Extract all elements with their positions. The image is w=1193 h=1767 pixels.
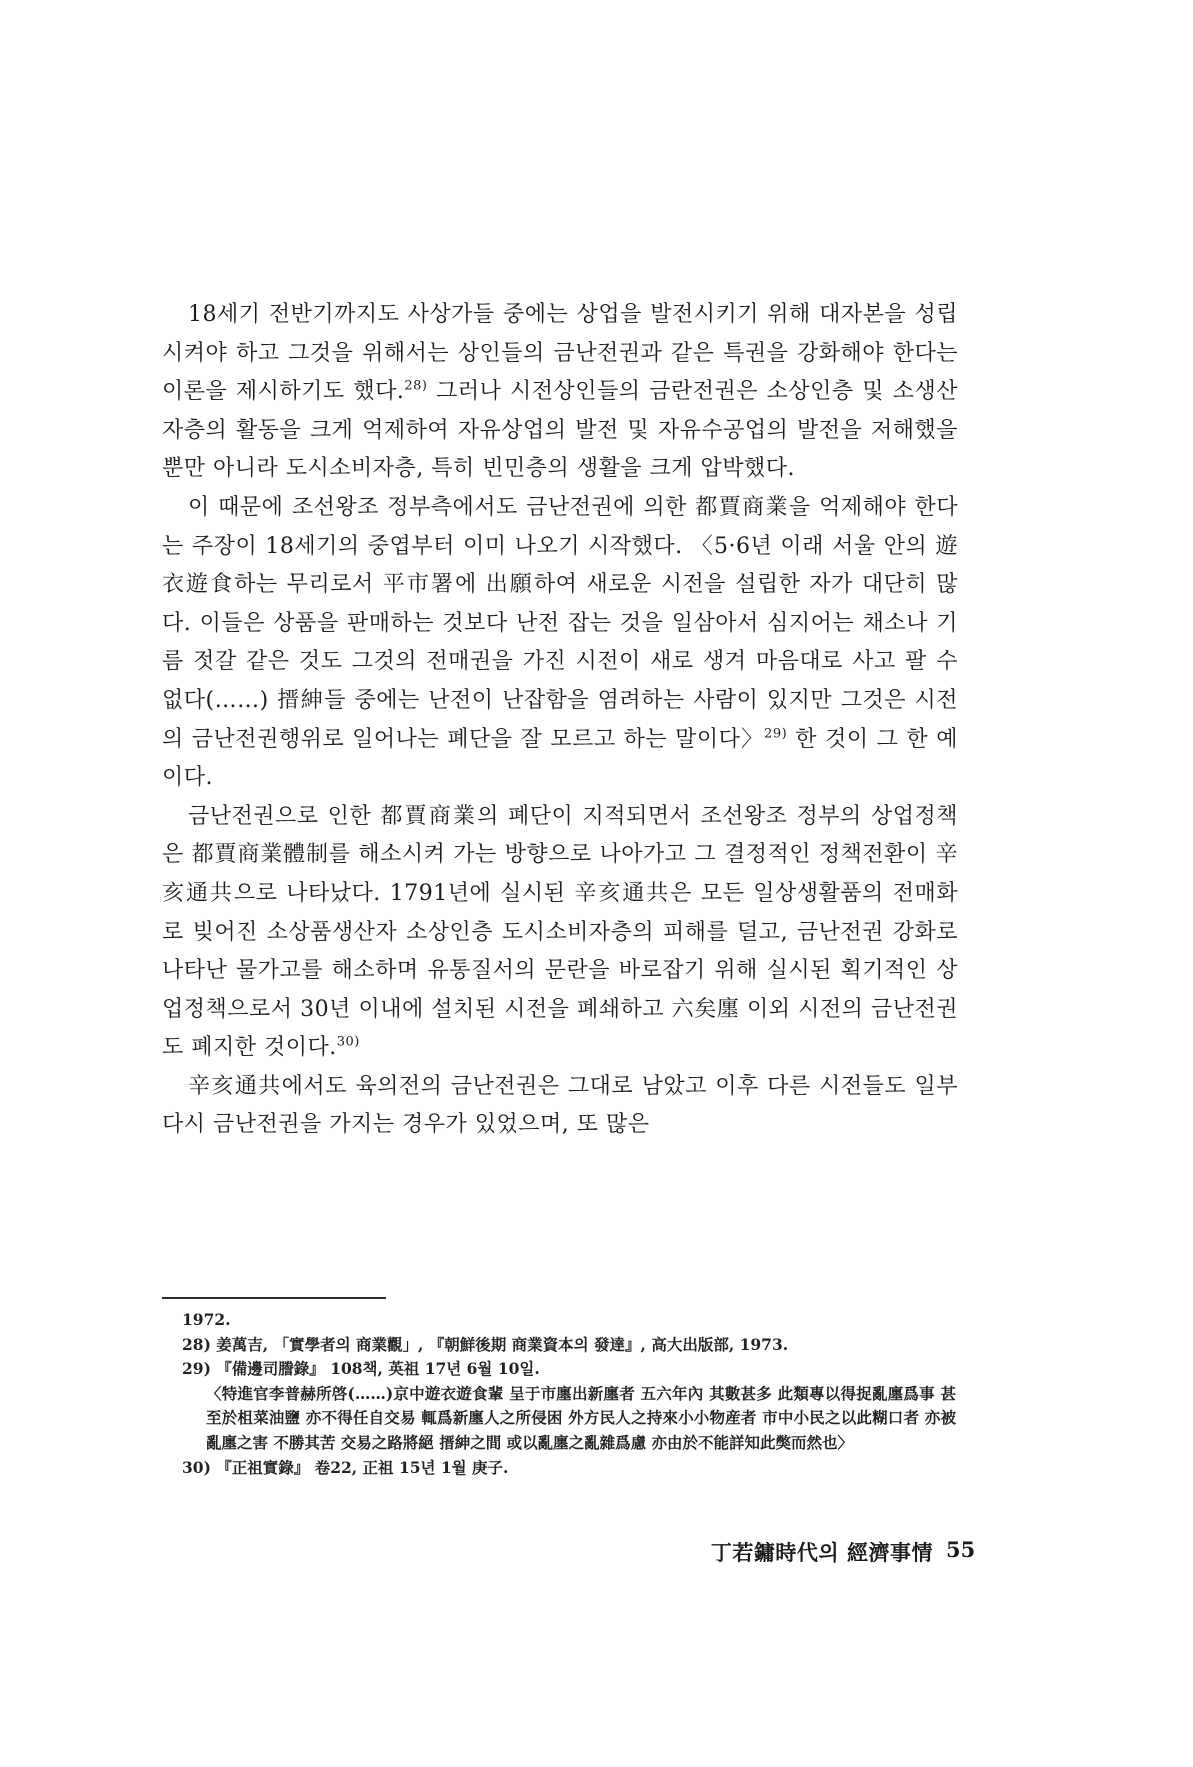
paragraph-1-text: 18세기 전반기까지도 사상가들 중에는 상업을 발전시키기 위해 대자본을 성립시켜야 하고 그것을 위해서는 상인들의 금난전권과 같은 특권을 강화해야 한다는 이론을 제시하기도 했다. bbox=[162, 302, 958, 405]
footnote-divider bbox=[162, 1297, 386, 1299]
paragraph-1 bbox=[162, 296, 958, 489]
running-footer-title: 丁若鏞時代의 經濟事情 bbox=[710, 1540, 933, 1565]
paragraph-2-text: 이 때문에 조선왕조 정부측에서도 금난전권에 의한 都賈商業을 억제해야 한다는 주장이 18세기의 중엽부터 이미 나오기 시작했다. 〈5·6년 이래 서울 안의 遊衣遊食하는 무리로서 平市署에 出願하여 새로운 시전을 설립한 자가 대단히 많다. 이들은 상품을 판매하는 것보다 난전 잡는 것을 일삼아서 심지어는 채소나 기름 젓갈 같은 것도 그것의 전매권을 가진 시전이 새로 생겨 마음대로 사고 팔 수 없다(……) 搢紳들 중에는 난전이 난잡함을 염려하는 사람이 있지만 그것은 시전의 금난전권행위로 일어나는 폐단을 잘 모르고 하는 말이다〉 bbox=[162, 494, 959, 752]
paragraph-3 bbox=[162, 798, 958, 1068]
paragraph-2 bbox=[162, 489, 958, 798]
paragraph-4-text: 辛亥通共에서도 육의전의 금난전권은 그대로 남았고 이후 다른 시전들도 일부 다시 금난전권을 가지는 경우가 있었으며, 또 많은 bbox=[162, 1073, 958, 1138]
paragraph-4 bbox=[162, 1068, 958, 1145]
footnote-29: 29) 『備邊司謄錄』 108책, 英祖 17년 6월 10일. bbox=[182, 1359, 540, 1379]
footnote-ref-28: 28) bbox=[404, 378, 428, 394]
footnote-29-quote: 〈特進官李普赫所啓(……)京中遊衣遊食輩 呈于市廛出新廛者 五六年內 其數甚多 此類專以得捉亂廛爲事 甚至於柤菜油鹽 亦不得任自交易 輒爲新廛人之所侵困 外方民人之持來小小物産者 市中小民之以此糊口者 亦被亂廛之害 不勝其苦 交易之路將絕 搢紳之間 或以亂廛之亂雜爲慮 亦由於不能詳知此獘而然也〉 bbox=[206, 1383, 956, 1452]
paragraph-2-tail: 한 것이 그 한 예이다. bbox=[162, 726, 958, 791]
paragraph-3-text: 금난전권으로 인한 都賈商業의 폐단이 지적되면서 조선왕조 정부의 상업정책은 都賈商業體制를 해소시켜 가는 방향으로 나아가고 그 결정적인 정책전환이 辛亥通共으로 나타났다. 1791년에 실시된 辛亥通共은 모든 일상생활품의 전매화로 빚어진 소상품생산자 소상인층 도시소비자층의 피해를 덜고, 금난전권 강화로 나타난 물가고를 해소하며 유통질서의 문란을 바로잡기 위해 실시된 획기적인 상업정책으로서 30년 이내에 설치된 시전을 폐쇄하고 六矣廛 이외 시전의 금난전권도 폐지한 것이다. bbox=[162, 803, 958, 1061]
page-number: 55 bbox=[946, 1537, 976, 1562]
footnotes bbox=[182, 1308, 962, 1480]
footnote-ref-30: 30) bbox=[336, 1034, 360, 1050]
footnote-ref-29: 29) bbox=[764, 726, 788, 742]
paragraph-1-tail: 그러나 시전상인들의 금란전권은 소상인층 및 소생산자층의 활동을 크게 억제하여 자유상업의 발전 및 자유수공업의 발전을 저해했을 뿐만 아니라 도시소비자층, 특히 빈민층의 생활을 크게 압박했다. bbox=[162, 379, 958, 482]
footnote-continuation: 1972. bbox=[182, 1310, 231, 1329]
footnote-28: 28) 姜萬吉, 「實學者의 商業觀」, 『朝鮮後期 商業資本의 發達』, 高大出版部, 1973. bbox=[182, 1334, 789, 1354]
body-text bbox=[162, 296, 958, 1145]
footnote-30: 30) 『正祖實錄』 卷22, 正祖 15년 1월 庚子. bbox=[182, 1457, 509, 1477]
